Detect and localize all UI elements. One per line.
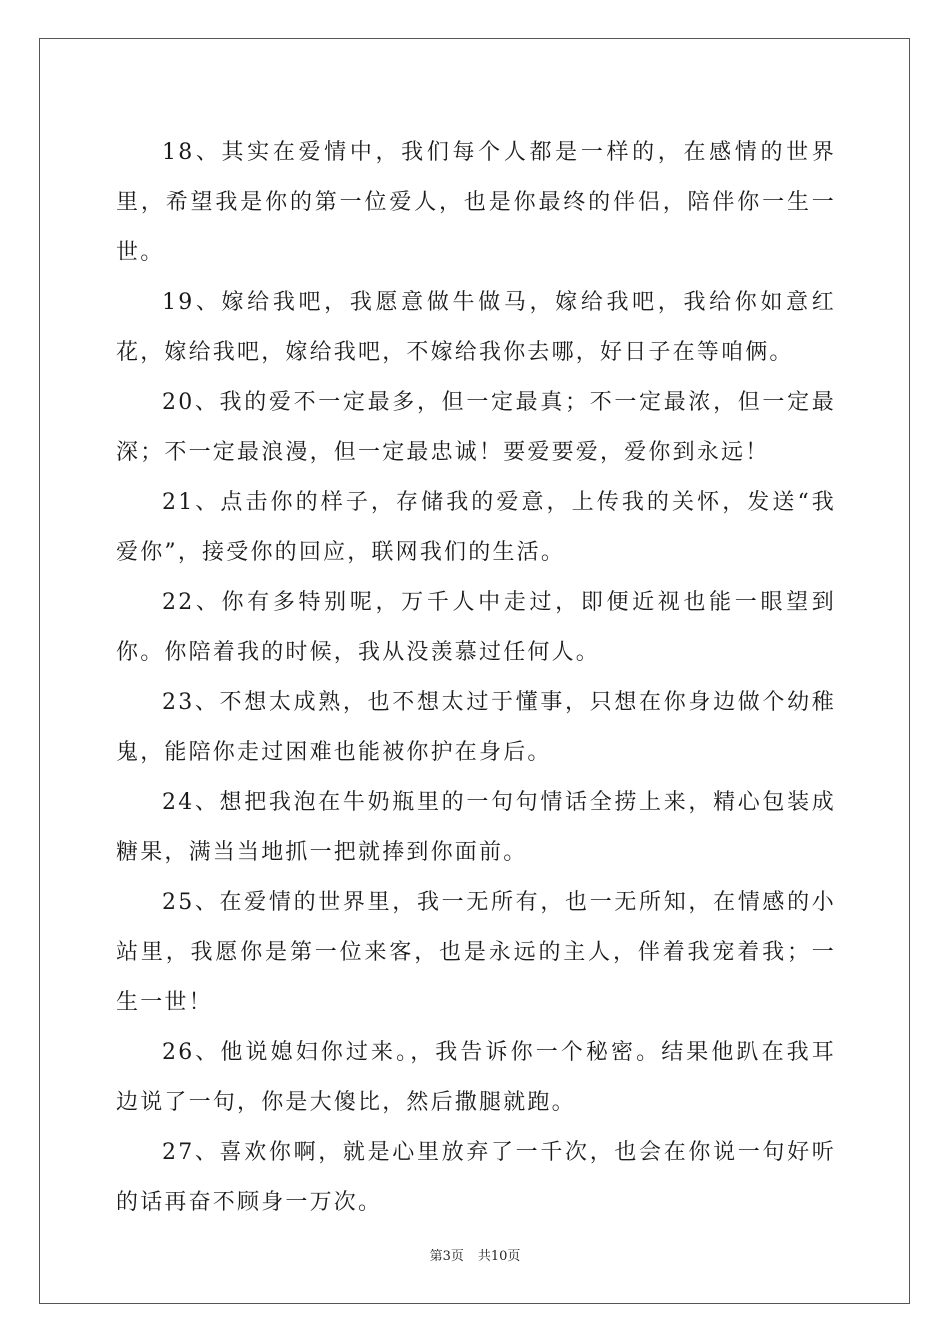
paragraph-27: 27、喜欢你啊，就是心里放弃了一千次，也会在你说一句好听的话再奋不顾身一万次。 [116, 1140, 836, 1215]
paragraph-22: 22、你有多特别呢，万千人中走过，即便近视也能一眼望到你。你陪着我的时候，我从没羡慕过任何人。 [116, 590, 836, 665]
paragraph-19: 19、嫁给我吧，我愿意做牛做马，嫁给我吧，我给你如意红花，嫁给我吧，嫁给我吧，不嫁给我你去哪，好日子在等咱俩。 [116, 290, 836, 365]
document-body [116, 128, 836, 1228]
page-footer [0, 1245, 950, 1264]
page-number-total: 共10页 [477, 1249, 521, 1264]
paragraph-24: 24、想把我泡在牛奶瓶里的一句句情话全捞上来，精心包装成糖果，满当当地抓一把就捧到你面前。 [116, 790, 836, 865]
paragraph-20: 20、我的爱不一定最多，但一定最真；不一定最浓，但一定最深；不一定最浪漫，但一定最忠诚！要爱要爱，爱你到永远！ [116, 390, 836, 465]
paragraph-21: 21、点击你的样子，存储我的爱意，上传我的关怀，发送“我爱你”，接受你的回应，联网我们的生活。 [116, 490, 836, 565]
paragraph-26: 26、他说媳妇你过来。，我告诉你一个秘密。结果他趴在我耳边说了一句，你是大傻比，然后撒腿就跑。 [116, 1040, 836, 1115]
paragraph-23: 23、不想太成熟，也不想太过于懂事，只想在你身边做个幼稚鬼，能陪你走过困难也能被你护在身后。 [116, 690, 836, 765]
page-number-current: 第3页 [429, 1249, 464, 1264]
paragraph-25: 25、在爱情的世界里，我一无所有，也一无所知，在情感的小站里，我愿你是第一位来客，也是永远的主人，伴着我宠着我；一生一世！ [116, 890, 836, 1015]
paragraph-18: 18、其实在爱情中，我们每个人都是一样的，在感情的世界里，希望我是你的第一位爱人，也是你最终的伴侣，陪伴你一生一世。 [116, 140, 836, 265]
